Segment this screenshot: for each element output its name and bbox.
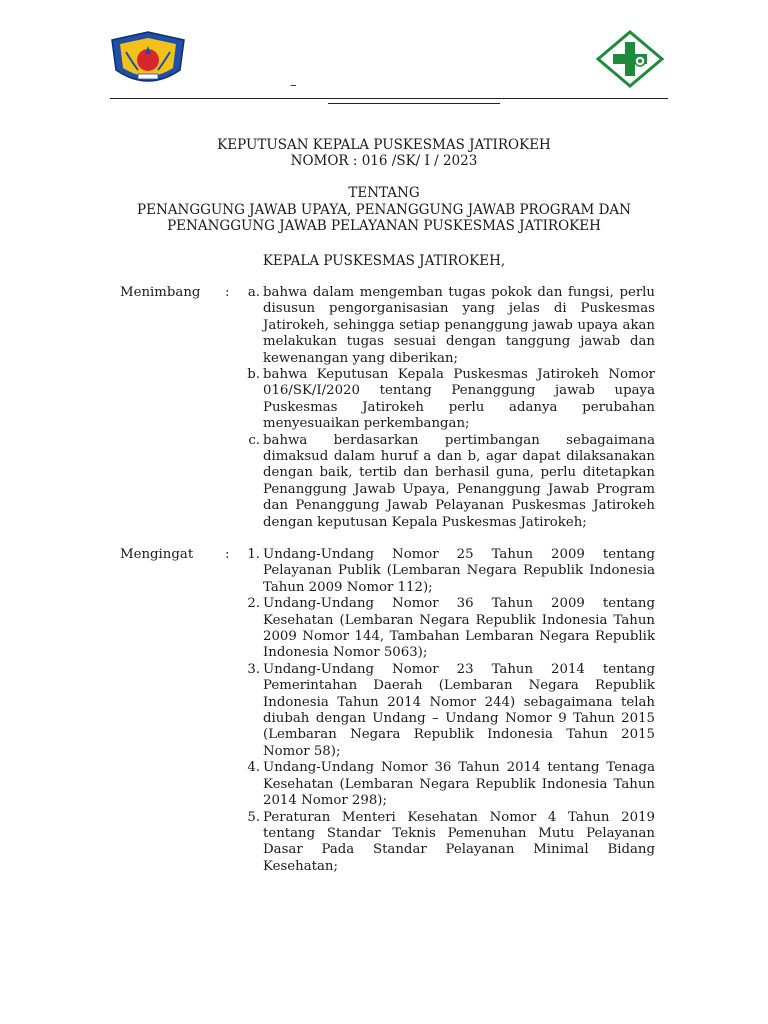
puskesmas-logo [596,30,664,88]
decree-title: KEPUTUSAN KEPALA PUSKESMAS JATIROKEH [217,137,551,153]
tentang-heading: TENTANG [348,185,420,201]
mengingat-item [247,809,655,876]
decree-number: NOMOR : 016 /SK/ I / 2023 [290,153,478,169]
mengingat-section [0,547,768,875]
mengingat-item [247,661,655,760]
mengingat-label: Mengingat [120,547,194,562]
header-dash: – [290,78,297,93]
item-marker: a. [247,285,260,300]
item-marker: 4. [247,760,260,776]
item-text: Undang-Undang Nomor 36 Tahun 2014 tentang Tenaga Kesehatan (Lembaran Negara Republik Indonesia Tahun 2014 Nomor 298); [263,760,655,809]
mengingat-item [247,596,655,662]
item-marker: 3. [247,661,260,677]
mengingat-item [247,760,655,809]
item-text: Undang-Undang Nomor 23 Tahun 2014 tentang Pemerintahan Daerah (Lembaran Negara Republik Indonesia Tahun 2014 Nomor 244) sebagaimana telah diubah dengan Undang – Undang Nomor 9 Tahun 2015 (Lembaran Negara Republik Indonesia Tahun 2015 Nomor 58); [263,661,655,759]
menimbang-item [247,285,655,367]
decree-subject-line-1: PENANGGUNG JAWAB UPAYA, PENANGGUNG JAWAB PROGRAM DAN [137,202,631,218]
menimbang-colon: : [225,285,230,300]
item-marker: 1. [247,547,260,562]
item-text: bahwa Keputusan Kepala Puskesmas Jatirokeh Nomor 016/SK/I/2020 tentang Penanggung jawab upaya Puskesmas Jatirokeh perlu adanya perubahan menyesuaikan perkembangan; [263,367,655,432]
letterhead-rule [110,98,668,99]
item-text: Undang-Undang Nomor 36 Tahun 2009 tentang Kesehatan (Lembaran Negara Republik Indonesia Tahun 2009 Nomor 144, Tambahan Lembaran Negara Republik Indonesia Nomor 5063); [263,596,655,661]
regional-emblem-logo [108,30,188,88]
item-text: Peraturan Menteri Kesehatan Nomor 4 Tahun 2019 tentang Standar Teknis Pemenuhan Mutu Pelayanan Dasar Pada Standar Pelayanan Minimal Bidang Kesehatan; [263,809,655,874]
item-text: bahwa berdasarkan pertimbangan sebagaimana dimaksud dalam huruf a dan b, agar dapat dilaksanakan dengan baik, tertib dan berhasil guna, perlu ditetapkan Penanggung Jawab Upaya, Penanggung Jawab Program dan Penanggung Jawab Pelayanan Puskesmas Jatirokeh dengan keputusan Kepala Puskesmas Jatirokeh; [263,432,655,530]
issuer-heading: KEPALA PUSKESMAS JATIROKEH, [262,253,506,269]
item-marker: b. [247,367,260,383]
item-marker: c. [248,432,260,448]
mengingat-item [247,547,655,596]
menimbang-section [0,285,768,531]
item-text: Undang-Undang Nomor 25 Tahun 2009 tentang Pelayanan Publik (Lembaran Negara Republik Indonesia Tahun 2009 Nomor 112); [263,547,655,595]
item-marker: 5. [247,809,260,825]
menimbang-item [248,432,655,531]
mengingat-colon: : [225,547,230,562]
decree-subject-line-2: PENANGGUNG JAWAB PELAYANAN PUSKESMAS JATIROKEH [167,218,601,234]
menimbang-label: Menimbang [120,285,201,300]
letterhead-underline [328,103,500,104]
item-text: bahwa dalam mengemban tugas pokok dan fungsi, perlu disusun pengorganisasian yang jelas di Puskesmas Jatirokeh, sehingga setiap penanggung jawab upaya akan melakukan tugas sesuai dengan tanggung jawab dan kewenangan yang diberikan; [263,285,655,366]
menimbang-item [247,367,655,433]
item-marker: 2. [247,596,260,612]
